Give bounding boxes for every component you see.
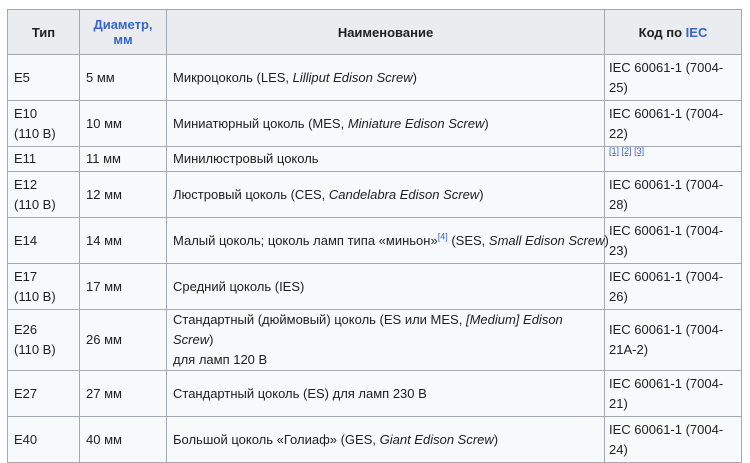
lamp-base-table-wrapper (7, 9, 742, 463)
table-row (8, 55, 742, 101)
cell-code: IEC 60061-1 (7004- 28) (605, 172, 742, 218)
table-row (8, 101, 742, 147)
cell-name: Стандартный цоколь (ES) для ламп 230 В (167, 371, 605, 417)
cell-diameter: 12 мм (80, 172, 167, 218)
cell-type: E10 (110 В) (8, 101, 80, 147)
cell-diameter: 26 мм (80, 310, 167, 371)
cell-diameter: 27 мм (80, 371, 167, 417)
cell-name: Большой цоколь «Голиаф» (GES, Giant Edison Screw) (167, 417, 605, 463)
cell-code (605, 147, 742, 172)
cell-diameter: 11 мм (80, 147, 167, 172)
table-row (8, 218, 742, 264)
table-header-row (8, 10, 742, 55)
cell-name: Малый цоколь; цоколь ламп типа «миньон»[4] (SES, Small Edison Screw) (167, 218, 605, 264)
cell-type: E26 (110 В) (8, 310, 80, 371)
cell-diameter: 17 мм (80, 264, 167, 310)
header-diameter-link[interactable]: Диаметр, мм (93, 17, 153, 47)
header-diameter (80, 10, 167, 55)
cell-type: E27 (8, 371, 80, 417)
reference-link-3[interactable]: [3] (634, 146, 645, 156)
cell-name: Стандартный (дюймовый) цоколь (ES или MES, [Medium] Edison Screw) для ламп 120 В (167, 310, 605, 371)
table-row (8, 264, 742, 310)
cell-diameter: 10 мм (80, 101, 167, 147)
table-row (8, 310, 742, 371)
cell-name: Люстровый цоколь (CES, Candelabra Edison Screw) (167, 172, 605, 218)
cell-type: E5 (8, 55, 80, 101)
cell-code: IEC 60061-1 (7004- 21) (605, 371, 742, 417)
cell-code: IEC 60061-1 (7004- 23) (605, 218, 742, 264)
reference-link-4[interactable]: [4] (437, 231, 448, 242)
cell-type: E12 (110 В) (8, 172, 80, 218)
cell-diameter: 5 мм (80, 55, 167, 101)
reference-link-1[interactable]: [1] (609, 146, 620, 156)
lamp-base-table (7, 9, 742, 463)
cell-type: E11 (8, 147, 80, 172)
header-code: Код по IEC (605, 10, 742, 55)
cell-code: IEC 60061-1 (7004- 21A-2) (605, 310, 742, 371)
table-row (8, 172, 742, 218)
iec-link[interactable]: IEC (685, 24, 708, 40)
cell-name: Микроцоколь (LES, Lilliput Edison Screw) (167, 55, 605, 101)
cell-code: IEC 60061-1 (7004- 25) (605, 55, 742, 101)
cell-name: Миниатюрный цоколь (MES, Miniature Edison Screw) (167, 101, 605, 147)
header-name: Наименование (167, 10, 605, 55)
cell-type: E40 (8, 417, 80, 463)
cell-name: Средний цоколь (IES) (167, 264, 605, 310)
cell-type: E14 (8, 218, 80, 264)
cell-diameter: 40 мм (80, 417, 167, 463)
table-row (8, 371, 742, 417)
table-row (8, 417, 742, 463)
cell-code: IEC 60061-1 (7004- 26) (605, 264, 742, 310)
cell-type: E17 (110 В) (8, 264, 80, 310)
header-type: Тип (8, 10, 80, 55)
cell-code: IEC 60061-1 (7004- 22) (605, 101, 742, 147)
reference-link-2[interactable]: [2] (621, 146, 632, 156)
cell-diameter: 14 мм (80, 218, 167, 264)
cell-name: Минилюстровый цоколь (167, 147, 605, 172)
cell-code: IEC 60061-1 (7004- 24) (605, 417, 742, 463)
table-row (8, 147, 742, 172)
